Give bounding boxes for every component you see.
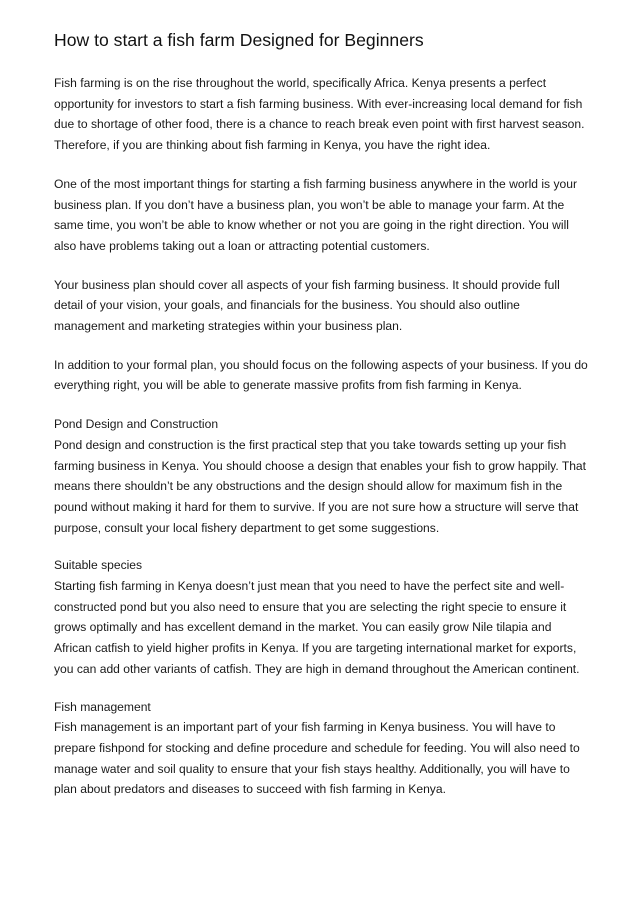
section-body: Pond design and construction is the first practical step that you take towards setting up your fish farming business in Kenya. You should choose a design that enables your fish to grow happily. That means there shouldn’t be any obstructions and the design should allow for maximum fish in the pound without making it hard for them to survive. If you are not sure how a structure will serve that purpose, consult your local fishery department to get some suggestions. (54, 437, 587, 535)
paragraph-aspects: In addition to your formal plan, you should focus on the following aspects of your business. If you do everything right, you will be able to generate massive profits from fish farming in Kenya. (54, 357, 588, 393)
section-fish-management (54, 697, 590, 801)
paragraph-business-plan: One of the most important things for starting a fish farming business anywhere in the world is your business plan. If you don’t have a business plan, you won’t be able to manage your farm. At the same time, you won’t be able to know whether or not you are going in the right direction. You will also have problems taking out a loan or attracting potential customers. (54, 176, 577, 253)
section-heading: Fish management (54, 699, 151, 714)
section-heading: Pond Design and Construction (54, 417, 219, 432)
section-pond-design (54, 414, 590, 538)
document-title: How to start a fish farm Designed for Beginners (54, 30, 424, 50)
document-page (54, 28, 590, 817)
section-heading: Suitable species (54, 558, 143, 573)
section-body: Starting fish farming in Kenya doesn’t just mean that you need to have the perfect site and well-constructed pond but you also need to ensure that you are selecting the right specie to ensure it grows optimally and has excellent demand in the market. You can easily grow Nile tilapia and African catfish to yield higher profits in Kenya. If you are targeting international market for exports, you can add other variants of catfish. They are high in demand throughout the American continent. (54, 579, 580, 676)
section-body: Fish management is an important part of your fish farming in Kenya business. You will have to prepare fishpond for stocking and define procedure and schedule for feeding. You will also need to manage water and soil quality to ensure that your fish stays healthy. Additionally, you will have to plan about predators and diseases to succeed with fish farming in Kenya. (54, 720, 580, 797)
section-suitable-species (54, 555, 590, 679)
paragraph-plan-coverage: Your business plan should cover all aspects of your fish farming business. It should provide full detail of your vision, your goals, and financials for the business. You should also outline management and marketing strategies within your business plan. (54, 277, 560, 334)
paragraph-intro: Fish farming is on the rise throughout the world, specifically Africa. Kenya presents a perfect opportunity for investors to start a fish farming business. With ever-increasing local demand for fish due to shortage of other food, there is a chance to reach break even point with first harvest season. Therefore, if you are thinking about fish farming in Kenya, you have the right idea. (54, 76, 585, 153)
